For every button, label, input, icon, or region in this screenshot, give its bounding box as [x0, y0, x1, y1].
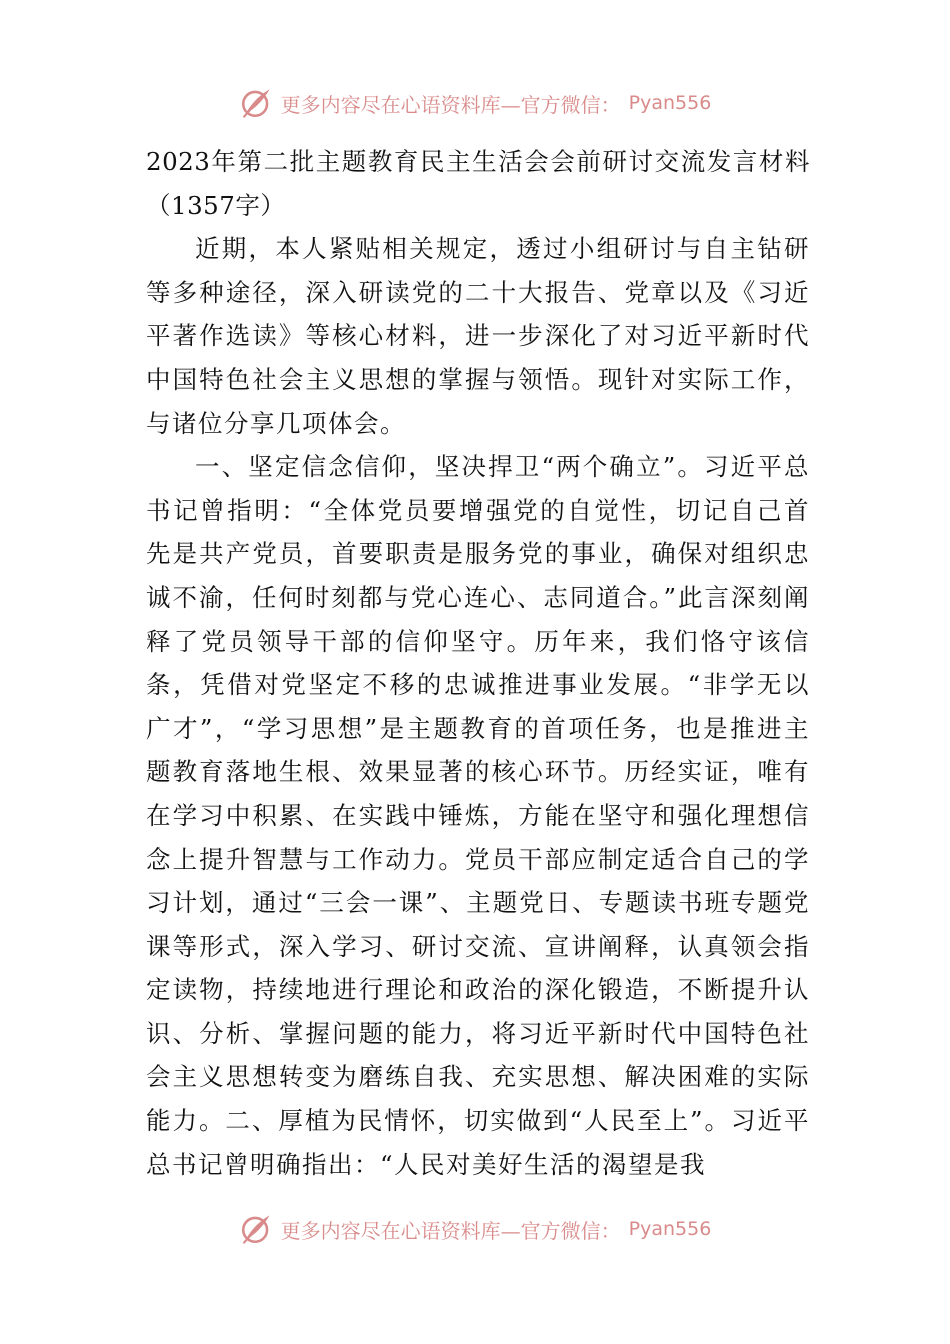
quill-pen-logo-icon	[239, 1212, 273, 1246]
quill-pen-logo-icon	[239, 86, 273, 120]
watermark-contact: Pyan556	[628, 92, 712, 114]
watermark-contact: Pyan556	[628, 1218, 712, 1240]
document-title: 2023年第二批主题教育民主生活会会前研讨交流发言材料（1357字）	[146, 147, 810, 220]
watermark-text: 更多内容尽在心语资料库—官方微信：	[280, 1218, 621, 1243]
watermark-text: 更多内容尽在心语资料库—官方微信：	[280, 92, 621, 117]
document-body	[146, 140, 810, 1186]
paragraph-intro: 近期，本人紧贴相关规定，透过小组研讨与自主钻研等多种途径，深入研读党的二十大报告、党章以及《习近平著作选读》等核心材料，进一步深化了对习近平新时代中国特色社会主义思想的掌握与领悟。现针对实际工作，与诸位分享几项体会。	[146, 234, 810, 438]
paragraph-main: 一、坚定信念信仰，坚决捍卫“两个确立”。习近平总书记曾指明：“全体党员要增强党的自觉性，切记自己首先是共产党员，首要职责是服务党的事业，确保对组织忠诚不渝，任何时刻都与党心连心、志同道合。”此言深刻阐释了党员领导干部的信仰坚守。历年来，我们恪守该信条，凭借对党坚定不移的忠诚推进事业发展。“非学无以广才”，“学习思想”是主题教育的首项任务，也是推进主题教育落地生根、效果显著的核心环节。历经实证，唯有在学习中积累、在实践中锤炼，方能在坚守和强化理想信念上提升智慧与工作动力。党员干部应制定适合自己的学习计划，通过“三会一课”、主题党日、专题读书班专题党课等形式，深入学习、研讨交流、宣讲阐释，认真领会指定读物，持续地进行理论和政治的深化锻造，不断提升认识、分析、掌握问题的能力，将习近平新时代中国特色社会主义思想转变为磨练自我、充实思想、解决困难的实际能力。二、厚植为民情怀，切实做到“人民至上”。习近平总书记曾明确指出：“人民对美好生活的渴望是我	[146, 452, 810, 1179]
header-watermark	[0, 86, 950, 120]
footer-watermark	[0, 1212, 950, 1246]
